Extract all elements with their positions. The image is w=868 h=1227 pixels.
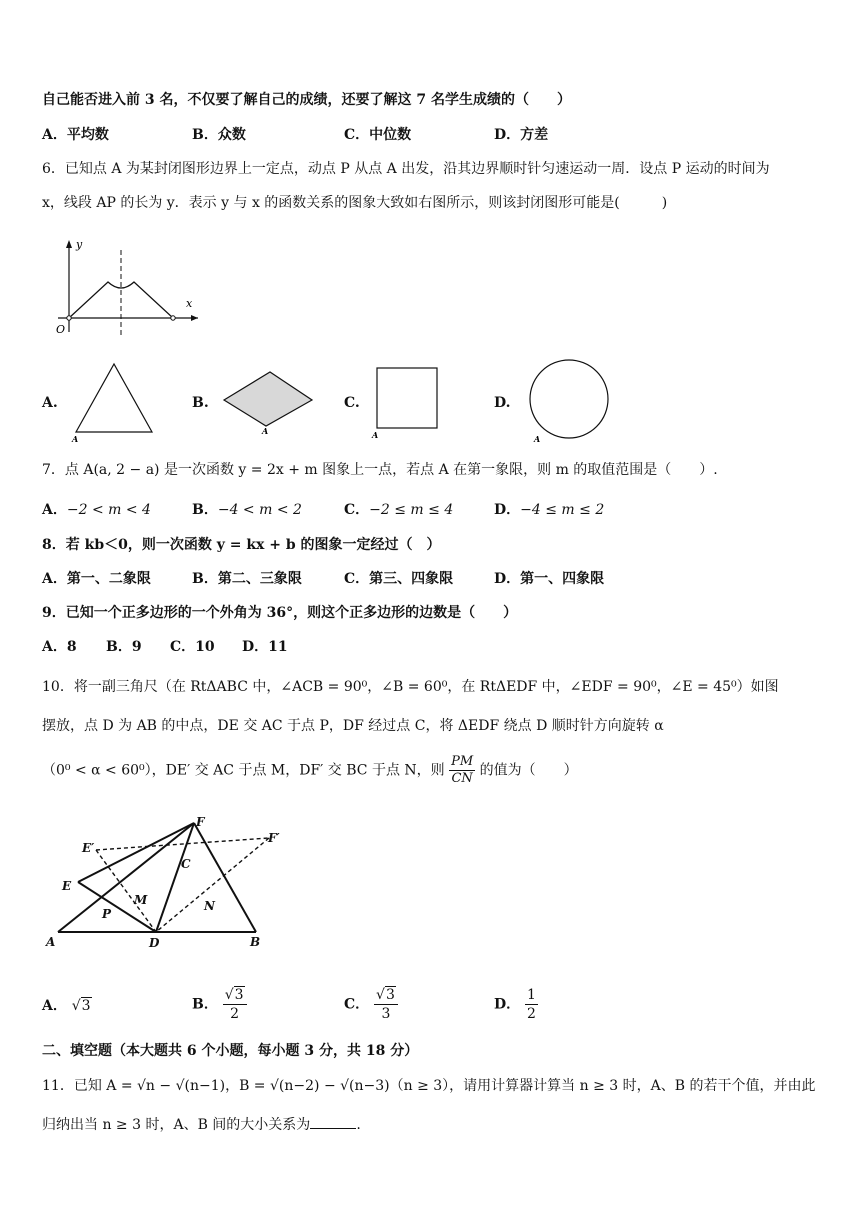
q7-option-a[interactable]: A．−2 < m < 4 [42, 502, 151, 518]
q6-option-a[interactable]: A. [42, 395, 58, 411]
q6-option-c[interactable]: C. [344, 395, 360, 411]
q6-option-d[interactable]: D. [494, 395, 511, 411]
svg-text:D: D [149, 936, 160, 950]
q8-option-b[interactable]: B．第二、三象限 [192, 571, 302, 587]
svg-text:F: F [196, 815, 205, 829]
q9-stem: 9．已知一个正多边形的一个外角为 36°，则这个正多边形的边数是（ ） [42, 605, 518, 621]
q9-option-a[interactable]: A．8 [42, 639, 77, 655]
q10-option-b[interactable]: B． $\frac{√3}{2}$ [192, 986, 247, 1023]
q7-stem: 7．点 A(a, 2 − a) 是一次函数 y = 2x + m 图象上一点，若点 A 在第一象限，则 m 的取值范围是（ ）. [42, 462, 718, 478]
svg-text:N: N [204, 899, 215, 913]
q6-stem-line2: x，线段 AP 的长为 y．表示 y 与 x 的函数关系的图象大致如右图所示，则该封闭图形可能是( ) [42, 195, 668, 211]
svg-text:B: B [250, 935, 261, 949]
q6-graph-y-label: y [76, 238, 83, 251]
q8-option-d[interactable]: D．第一、四象限 [494, 571, 605, 587]
q9-option-b[interactable]: B．9 [106, 639, 142, 655]
q8-stem: 8．若 kb＜0，则一次函数 y = kx + b 的图象一定经过（ ） [42, 537, 441, 553]
q10-stem-line2: 摆放，点 D 为 AB 的中点，DE 交 AC 于点 P，DF 经过点 C，将 ΔEDF 绕点 D 顺时针方向旋转 α [42, 718, 664, 734]
svg-text:M: M [134, 893, 148, 907]
q5-option-b[interactable]: B．众数 [192, 127, 246, 143]
svg-text:A: A [372, 430, 379, 440]
q7-option-b[interactable]: B．−4 < m < 2 [192, 502, 302, 518]
q6-stem-line1: 6．已知点 A 为某封闭图形边界上一定点，动点 P 从点 A 出发，沿其边界顺时针匀速运动一周．设点 P 运动的时间为 [42, 161, 770, 177]
q11-stem-line1: 11．已知 A = √n − √(n−1)，B = √(n−2) − √(n−3)（n ≥ 3），请用计算器计算当 n ≥ 3 时，A、B 的若干个值，并由此 [42, 1078, 816, 1094]
q11-stem-line2: 归纳出当 n ≥ 3 时，A、B 间的大小关系为 . [42, 1114, 361, 1135]
q6-graph-origin-label: O [56, 323, 66, 336]
q11-answer-blank[interactable] [310, 1114, 356, 1129]
q6-function-graph [48, 232, 208, 342]
circle-shape [528, 358, 614, 444]
q10-fraction: $\frac{PM}{CN}$ [451, 754, 474, 786]
rhombus-shape [218, 366, 318, 436]
q8-option-c[interactable]: C．第三、四象限 [344, 571, 454, 587]
triangle-shape [68, 360, 160, 444]
svg-text:A: A [46, 935, 56, 949]
q5-option-c[interactable]: C．中位数 [344, 127, 412, 143]
q10-stem-line1: 10．将一副三角尺（在 RtΔABC 中，∠ACB = 90⁰，∠B = 60⁰，在 RtΔEDF 中，∠EDF = 90⁰，∠E = 45⁰）如图 [42, 679, 779, 695]
svg-text:P: P [102, 907, 112, 921]
svg-text:A: A [534, 434, 541, 444]
q5-stem: 自己能否进入前 3 名，不仅要了解自己的成绩，还要了解这 7 名学生成绩的（ ） [42, 92, 571, 108]
section-2-title: 二、填空题（本大题共 6 个小题，每小题 3 分，共 18 分） [42, 1043, 419, 1059]
q7-option-d[interactable]: D．−4 ≤ m ≤ 2 [494, 502, 605, 518]
svg-text:C: C [181, 857, 191, 871]
q10-option-c[interactable]: C． $\frac{√3}{3}$ [344, 986, 398, 1023]
square-shape [368, 364, 444, 440]
q5-option-d[interactable]: D．方差 [494, 127, 549, 143]
svg-text:A: A [262, 426, 269, 436]
q10-option-d[interactable]: D． $\frac{1}{2}$ [494, 987, 536, 1022]
q10-triangle-figure [44, 812, 294, 952]
svg-text:E′: E′ [82, 841, 95, 855]
q9-option-c[interactable]: C．10 [170, 639, 215, 655]
q6-option-b[interactable]: B. [192, 395, 209, 411]
svg-text:F′: F′ [268, 831, 280, 845]
q9-option-d[interactable]: D．11 [242, 639, 288, 655]
q7-option-c[interactable]: C．−2 ≤ m ≤ 4 [344, 502, 454, 518]
svg-text:A: A [72, 434, 79, 444]
q10-stem-line3: （0⁰ < α < 60⁰），DE′ 交 AC 于点 M，DF′ 交 BC 于点 N，则 $\frac{PM}{CN}$ 的值为（ ） [42, 754, 578, 786]
q5-option-a[interactable]: A．平均数 [42, 127, 109, 143]
q6-graph-x-label: x [186, 297, 193, 310]
q8-option-a[interactable]: A．第一、二象限 [42, 571, 151, 587]
q10-option-a[interactable]: A． √3 [42, 998, 91, 1014]
svg-text:E: E [62, 879, 72, 893]
